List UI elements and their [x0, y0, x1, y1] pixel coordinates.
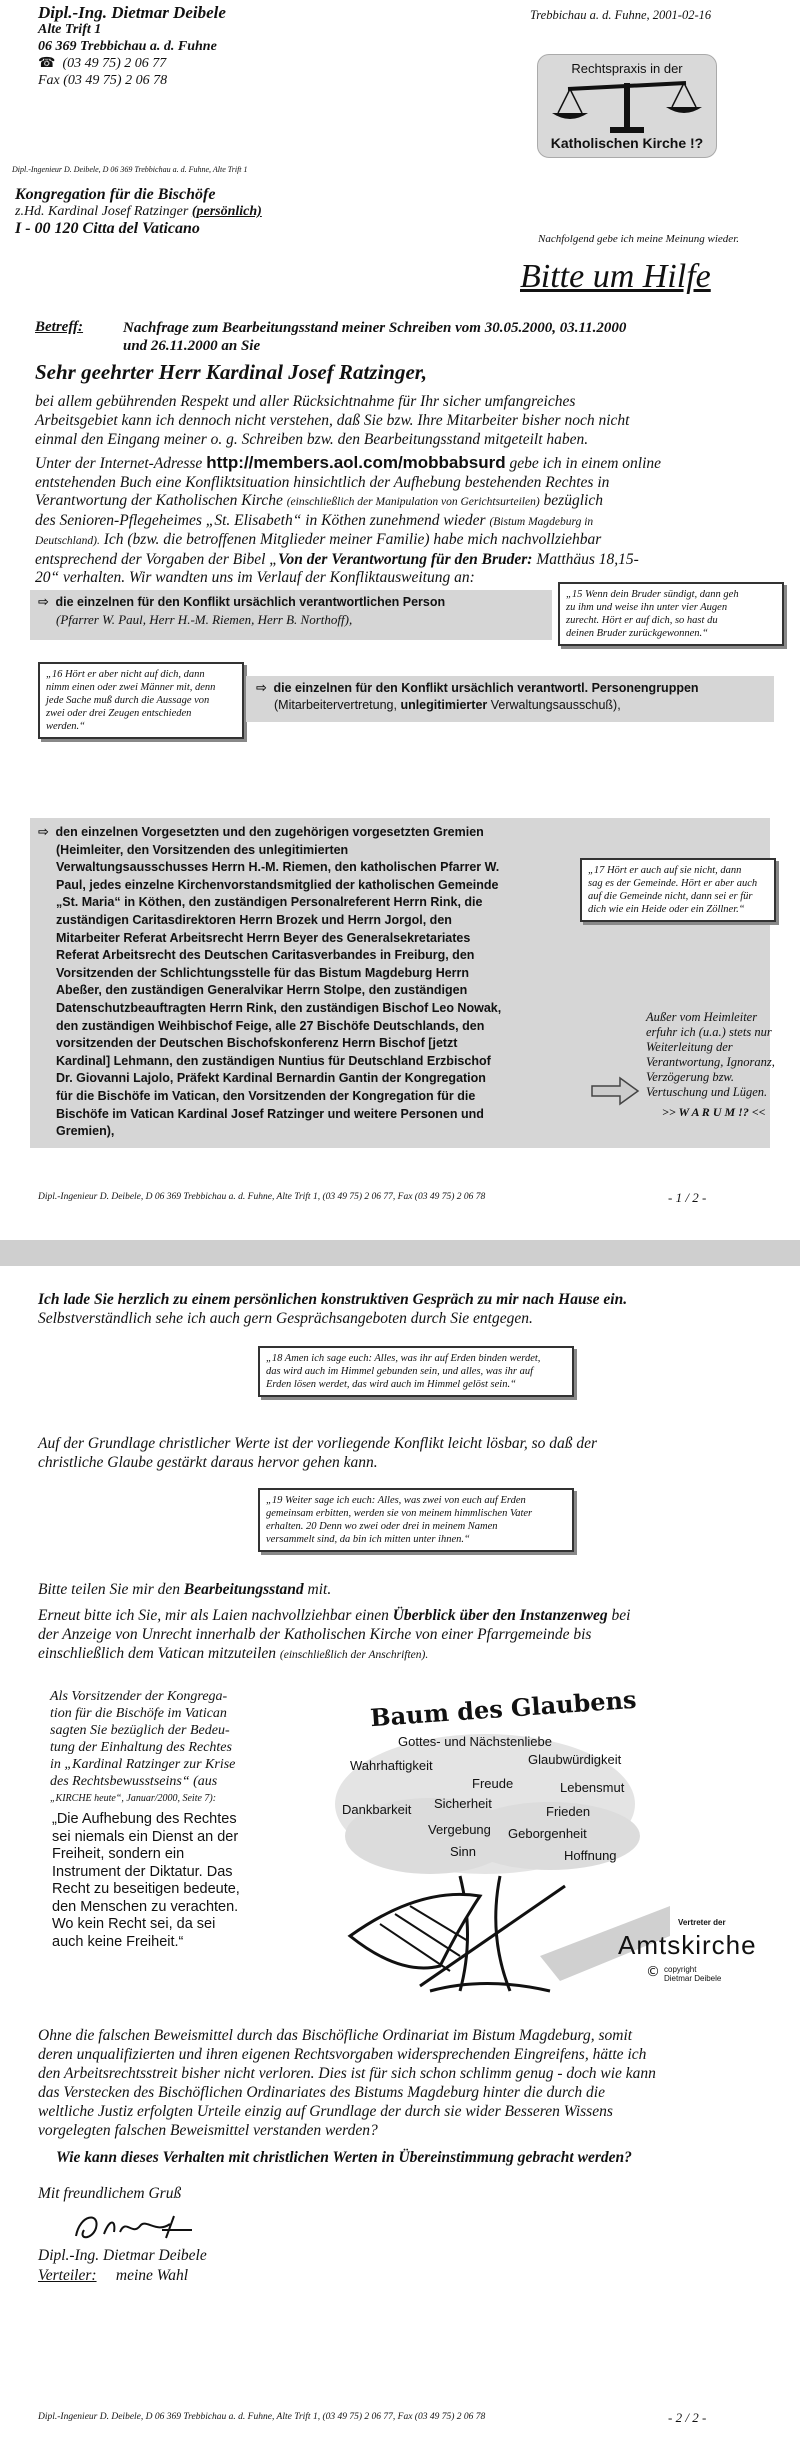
footer: Dipl.-Ingenieur D. Deibele, D 06 369 Trebbichau a. d. Fuhne, Alte Trift 1, (03 49 75) 2 06 77, Fax (03 49 75) 2 06 78 — [38, 2412, 486, 2422]
text-line: auch keine Freiheit.“ — [52, 1933, 184, 1950]
text-line: „15 Wenn dein Bruder sündigt, dann geh — [566, 589, 739, 600]
sender-fax: Fax (03 49 75) 2 06 78 — [38, 73, 168, 88]
page-number: - 2 / 2 - — [668, 2410, 707, 2425]
text-line: des Senioren-Pflegeheimes „St. Elisabeth“ in Köthen zunehmend wieder — [35, 511, 490, 529]
text-line: der Anzeige von Unrecht innerhalb der Katholischen Kirche von einer Pfarrgemeinde bis — [38, 1626, 592, 1643]
distributor — [38, 2266, 188, 2285]
signature-name: Dipl.-Ing. Dietmar Deibele — [38, 2247, 207, 2264]
tree-word: Glaubwürdigkeit — [528, 1752, 622, 1767]
verse-18 — [258, 1346, 574, 1397]
closing-question: Wie kann dieses Verhalten mit christlichen Werten in Übereinstimmung gebracht werden? — [56, 2149, 632, 2166]
salutation: Sehr geehrter Herr Kardinal Josef Ratzinger, — [35, 360, 428, 384]
closing: Mit freundlichem Gruß — [38, 2185, 182, 2202]
text-line: dich wie ein Heide oder ein Zöllner.“ — [588, 904, 745, 915]
tree-word: Wahrhaftigkeit — [350, 1758, 433, 1773]
item-1-detail: (Pfarrer W. Paul, Herr H.-M. Riemen, Herr B. Northoff), — [56, 612, 353, 627]
para2-line6 — [35, 551, 785, 570]
verse-17 — [580, 858, 776, 922]
request-status — [38, 1580, 331, 1599]
tree-of-faith — [310, 1686, 770, 2006]
sender-phone-line — [38, 55, 226, 72]
text-line: Unter der Internet-Adresse — [35, 455, 207, 472]
tree-word: Vergebung — [428, 1822, 491, 1837]
recipient-line3: I - 00 120 Citta del Vaticano — [15, 220, 200, 237]
text-line: Gremien), — [56, 1124, 115, 1139]
text-line: das wird auch im Himmel gebunden sein, und alles, was ihr auf — [266, 1366, 534, 1377]
text-line: Matthäus 18,15- — [532, 550, 639, 568]
arrow-right-icon: ⇨ — [38, 825, 49, 840]
text-line: „St. Maria“ in Köthen, den zuständigen Personalreferent Herrn Rink, die — [56, 895, 483, 910]
text-line: „19 Weiter sage ich euch: Alles, was zwei von euch auf Erden — [266, 1495, 526, 1506]
text-line: Paul, jedes einzelne Kirchenvorstandsmitglied der katholischen Gemeinde — [56, 877, 499, 892]
text-line: Verwaltungsausschusses Herrn H.-M. Riemen, den katholischen Pfarrer W. — [56, 860, 500, 875]
text-line: Wo kein Recht sei, da sei — [52, 1916, 216, 1932]
text-line: erhalten. 20 Denn wo zwei oder drei in meinem Namen — [266, 1521, 498, 1532]
text-line: zwei oder drei Zeugen entschieden — [46, 708, 192, 719]
paragraph-2 — [35, 454, 785, 588]
para1-line: einmal den Eingang meiner o. g. Schreiben bzw. den Bearbeitungsstand mitgeteilt haben. — [35, 431, 589, 448]
text-line: deren unqualifizierten und ihren eigenen Rechtsvorgaben widersprechenden Eingreifens, hätte ich — [38, 2046, 647, 2063]
text-line: vorsitzenden der Deutschen Bischofskonferenz Herrn Bischof [jetzt — [56, 1036, 458, 1051]
tree-word: Freude — [472, 1776, 514, 1791]
item-3 — [38, 824, 578, 1141]
para2-line5 — [35, 531, 785, 551]
text-line: „17 Hört er auch auf sie nicht, dann — [588, 865, 742, 876]
recipient-attention: z.Hd. Kardinal Josef Ratzinger — [15, 204, 189, 219]
text-line: die einzelnen für den Konflikt ursächlich verantwortl. Personengruppen — [273, 681, 699, 695]
text-line: Datenschutzbeauftragten Herrn Rink, den zuständigen Bischof Leo Nowak, — [56, 1000, 502, 1015]
text-line: den einzelnen Vorgesetzten und den zugehörigen vorgesetzten Gremien — [55, 825, 484, 839]
text-line: Instrument der Diktatur. Das — [52, 1863, 233, 1880]
page-separator — [0, 1240, 800, 1266]
request-overview — [38, 1606, 788, 1665]
text-line: Verantwortung der Katholischen Kirche — [35, 492, 287, 509]
para1-line: bei allem gebührenden Respekt und aller Rücksichtnahme für Ihr sicher umfangreiches — [35, 393, 576, 410]
text-line: Bearbeitungsstand — [183, 1581, 304, 1598]
website-link[interactable]: http://members.aol.com/mobbabsurd — [206, 453, 506, 472]
tree-word: Hoffnung — [564, 1848, 617, 1863]
arrow-right-icon: ⇨ — [256, 681, 267, 696]
tree-word: Sinn — [450, 1844, 477, 1859]
text-line: copyright — [664, 1965, 697, 1974]
para2-line2: entstehenden Buch eine Konfliktsituation hinsichtlich der Aufhebung bestehenden Rechtes in — [35, 473, 610, 491]
text-line: den Arbeitsrechtsstreit bisher nicht verloren. Dies ist für sich schon schlimm genug - doch wie kann — [38, 2065, 656, 2082]
invitation-bold: Ich lade Sie herzlich zu einem persönlichen konstruktiven Gespräch zu mir nach Hause ein. — [38, 1291, 628, 1308]
tree-word: Frieden — [546, 1804, 591, 1819]
item-1 — [38, 594, 445, 628]
text-line: „18 Amen ich sage euch: Alles, was ihr auf Erden binden werdet, — [266, 1353, 541, 1364]
text-line: Abeßer, den zuständigen Generalvikar Herrn Stolpe, den zuständigen — [56, 983, 468, 998]
arrow-right-icon: ⇨ — [38, 595, 49, 610]
text-line: Weiterleitung der — [646, 1040, 733, 1054]
text-line: sei niemals ein Dienst an der — [52, 1828, 239, 1845]
text-line: Mitarbeiter Referat Arbeitsrecht Herrn Beyer des Generalsekretariates — [56, 930, 471, 945]
text-line: den Menschen zu verachten. — [52, 1898, 239, 1915]
distributor-label: Verteiler: — [38, 2267, 97, 2284]
text-line: Ich (bzw. die betroffenen Mitglieder meiner Familie) habe mich nachvollziehbar — [99, 531, 602, 548]
verse-15 — [558, 582, 784, 646]
invitation-line2: Selbstverständlich sehe ich auch gern Gesprächsangeboten durch Sie entgegen. — [38, 1310, 533, 1327]
tree-word: Lebensmut — [560, 1780, 625, 1795]
text-line: werden.“ — [46, 721, 85, 732]
page-2 — [0, 1266, 800, 2446]
item-3-title — [38, 824, 578, 842]
sender-street: Alte Trift 1 — [38, 22, 102, 37]
text-line: des Rechtsbewusstseins“ (aus — [50, 1774, 218, 1789]
tree-word: Geborgenheit — [508, 1826, 587, 1841]
text-line: vorgelegten falschen Beweismittel verstanden werden? — [38, 2122, 378, 2139]
text-line: Vorsitzenden der Schlichtungsstelle für das Bistum Magdeburg Herrn — [56, 965, 470, 980]
text-line: (Heimleiter, den Vorsitzenden des unlegitimierten — [56, 842, 349, 857]
text-line: mit. — [303, 1581, 332, 1598]
text-line: zuständigen Caritasdirektoren Herrn Brozek und Herrn Jorgol, den — [56, 912, 452, 927]
text-line: Erneut bitte ich Sie, mir als Laien nachvollziehbar einen — [38, 1607, 393, 1624]
invitation — [38, 1290, 627, 1328]
text-line: jede Sache muß durch die Aussage von — [46, 695, 210, 706]
warum-text: >> W A R U M !? << — [662, 1105, 766, 1119]
return-line: Dipl.-Ingenieur D. Deibele, D 06 369 Trebbichau a. d. Fuhne, Alte Trift 1 — [12, 165, 248, 174]
text-line: Dietmar Deibele — [664, 1974, 722, 1983]
text-line: tung der Einhaltung des Rechtes — [50, 1740, 232, 1755]
tree-word: Dankbarkeit — [342, 1802, 412, 1817]
text-line: Bitte teilen Sie mir den — [38, 1581, 184, 1598]
logo-bottom-text: Katholischen Kirche !? — [550, 135, 704, 151]
text-line: Ohne die falschen Beweismittel durch das Bischöfliche Ordinariat im Bistum Magdeburg, somit — [38, 2027, 633, 2044]
text-line: gemeinsam erbitten, werden sie von meinem himmlischen Vater — [266, 1508, 533, 1519]
place-date: Trebbichau a. d. Fuhne, 2001-02-16 — [530, 8, 712, 22]
sender-phone: (03 49 75) 2 06 77 — [62, 56, 167, 71]
para1-line: Arbeitsgebiet kann ich dennoch nicht verstehen, daß Sie bzw. Ihre Mitarbeiter bisher noch nicht — [35, 412, 630, 429]
text-line: auf die Gemeinde nicht, dann sei er für — [588, 891, 753, 902]
arrow-right-icon — [590, 1076, 640, 1106]
text-line: entsprechend der Vorgaben der Bibel „ — [35, 550, 278, 568]
text-line: Verwaltungsausschuß), — [487, 698, 621, 712]
para2-line7: 20“ verhalten. Wir wandten uns im Verlauf der Konfliktausweitung an: — [35, 569, 475, 586]
text-line: (Bistum Magdeburg in — [489, 515, 594, 528]
text-line: „Die Aufhebung des Rechtes — [52, 1811, 237, 1827]
sender-block — [38, 4, 226, 89]
phone-icon: ☎ — [38, 55, 56, 71]
text-line: christliche Glaube gestärkt daraus hervor gehen kann. — [38, 1454, 378, 1471]
text-line: (Mitarbeitervertretung, — [274, 698, 401, 712]
text-line: (einschließlich der Anschriften). — [279, 1649, 429, 1661]
text-line: für die Bischöfe im Vatican, den Vorsitzenden der Kongregation für die — [56, 1088, 476, 1103]
copyright-icon: © — [646, 1964, 660, 1980]
tree-word: Gottes- und Nächstenliebe — [398, 1734, 552, 1749]
text-line: versammelt sind, da bin ich mitten unter ihnen.“ — [266, 1534, 470, 1545]
item-2 — [256, 680, 699, 714]
verse-19 — [258, 1488, 574, 1552]
subject-label: Betreff: — [35, 319, 84, 335]
text-line: Vertuschung und Lügen. — [646, 1085, 768, 1099]
text-line: sag es der Gemeinde. Hört er aber auch — [588, 878, 758, 889]
text-line: tion für die Bischöfe im Vatican — [50, 1706, 227, 1721]
text-line: Referat Arbeitsrecht des Deutschen Caritasverbandes in Freiburg, den — [56, 948, 475, 963]
text-line: den zuständigen Weihbischof Feige, alle 27 Bischöfe Deutschlands, den — [56, 1018, 485, 1033]
signature — [70, 2206, 200, 2246]
logo-top-text: Rechtspraxis in der — [571, 61, 683, 76]
paragraph-final — [38, 2026, 793, 2140]
item-2-detail — [256, 697, 699, 714]
tree-word: Sicherheit — [434, 1796, 492, 1811]
text-line: Kardinal] Lehmann, den zuständigen Nuntius für Deutschland Erzbischof — [56, 1053, 491, 1068]
footer: Dipl.-Ingenieur D. Deibele, D 06 369 Trebbichau a. d. Fuhne, Alte Trift 1, (03 49 75) 2 06 77, Fax (03 49 75) 2 06 78 — [38, 1192, 486, 1202]
text-line: in „Kardinal Ratzinger zur Krise — [50, 1757, 236, 1772]
text-line: Deutschland). — [35, 535, 100, 547]
text-line: die einzelnen für den Konflikt ursächlich verantwortlichen Person — [55, 595, 446, 609]
text-line: Überblick über den Instanzenweg — [392, 1607, 608, 1624]
recipient-line1: Kongregation für die Bischöfe — [15, 186, 216, 203]
text-line: zurecht. Hört er auf dich, so hast du — [566, 615, 718, 626]
item-1-title — [38, 594, 445, 611]
text-line: Als Vorsitzender der Kongrega- — [50, 1689, 228, 1704]
scales-icon — [538, 77, 716, 137]
text-line: zu ihm und weise ihn unter vier Augen — [566, 602, 728, 613]
text-line: Außer vom Heimleiter — [646, 1010, 758, 1024]
note-text: Nachfolgend gebe ich meine Meinung wieder. — [538, 233, 740, 245]
text-line: Dr. Giovanni Lajolo, Präfekt Kardinal Bernardin Gantin der Kongregation — [56, 1071, 486, 1086]
side-note — [646, 1010, 775, 1100]
text-line: gebe ich in einem online — [505, 455, 662, 472]
paragraph-basis — [38, 1434, 597, 1472]
distributor-value: meine Wahl — [115, 2267, 189, 2284]
text-line: bei — [607, 1607, 631, 1624]
text-line: Freiheit, sondern ein — [52, 1846, 185, 1862]
item-2-title — [256, 680, 699, 697]
sender-name: Dipl.-Ing. Dietmar Deibele — [38, 3, 226, 22]
text-line: Verzögerung bzw. — [646, 1070, 734, 1084]
subject-line1: Nachfrage zum Bearbeitungsstand meiner Schreiben vom 30.05.2000, 03.11.2000 — [123, 320, 627, 336]
text-line: Auf der Grundlage christlicher Werte ist der vorliegende Konflikt leicht lösbar, so daß der — [38, 1435, 598, 1452]
text-line: Von der Verantwortung für den Bruder: — [277, 550, 533, 568]
text-line: (einschließlich der Manipulation von Gerichtsurteilen) — [286, 496, 540, 508]
text-line: Recht zu beseitigen bedeute, — [52, 1881, 240, 1897]
text-line: einschließlich dem Vatican mitzuteilen — [38, 1645, 280, 1662]
text-line: bezüglich — [539, 492, 603, 509]
para2-line3 — [35, 492, 785, 512]
verse-16 — [38, 662, 244, 739]
page-number: - 1 / 2 - — [668, 1190, 707, 1205]
item-3-detail — [38, 842, 578, 1141]
subject-line2: und 26.11.2000 an Sie — [123, 338, 261, 354]
recipient-block — [15, 186, 262, 237]
sender-city: 06 369 Trebbichau a. d. Fuhne — [38, 39, 217, 54]
text-line: unlegitimierter — [400, 698, 488, 712]
tree-copyright — [664, 1965, 721, 1983]
text-line: „16 Hört er aber nicht auf dich, dann — [46, 669, 205, 680]
text-line: erfuhr ich (u.a.) stets nur — [646, 1025, 772, 1039]
text-line: „KIRCHE heute“, Januar/2000, Seite 7): — [50, 1793, 217, 1804]
para2-line4 — [35, 512, 785, 532]
tree-title: Baum des Glaubens — [369, 1684, 638, 1733]
text-line: Bischöfe im Vatican Kardinal Josef Ratzinger und weitere Personen und — [56, 1106, 484, 1121]
paragraph-1 — [35, 392, 780, 449]
text-line: sagten Sie bezüglich der Bedeu- — [50, 1723, 230, 1738]
quote-intro — [50, 1688, 235, 1807]
tree-caption-small: Vertreter der — [678, 1918, 726, 1927]
recipient-line2 — [15, 203, 262, 220]
text-line: das Verstecken des Bischöflichen Ordinariates des Bistums Magdeburg hinter die durch die — [38, 2084, 605, 2101]
quote-ratzinger — [52, 1811, 240, 1951]
text-line: deinen Bruder zurückgewonnen.“ — [566, 628, 709, 639]
subject-text — [123, 319, 626, 355]
text-line: Verantwortung, Ignoranz, — [646, 1055, 775, 1069]
logo-rechtspraxis — [537, 54, 717, 158]
tree-caption: Amtskirche — [618, 1930, 757, 1960]
text-line: Erden lösen werdet, das wird auch im Himmel gelöst sein.“ — [266, 1379, 516, 1390]
headline: Bitte um Hilfe — [520, 258, 711, 295]
text-line: weltliche Justiz erfolgten Urteile einzig auf Grundlage der durch sie wider Besseren Wissens — [38, 2103, 613, 2120]
para2-line1 — [35, 454, 785, 474]
recipient-personal: (persönlich) — [191, 204, 262, 219]
text-line: nimm einen oder zwei Männer mit, denn — [46, 682, 216, 693]
